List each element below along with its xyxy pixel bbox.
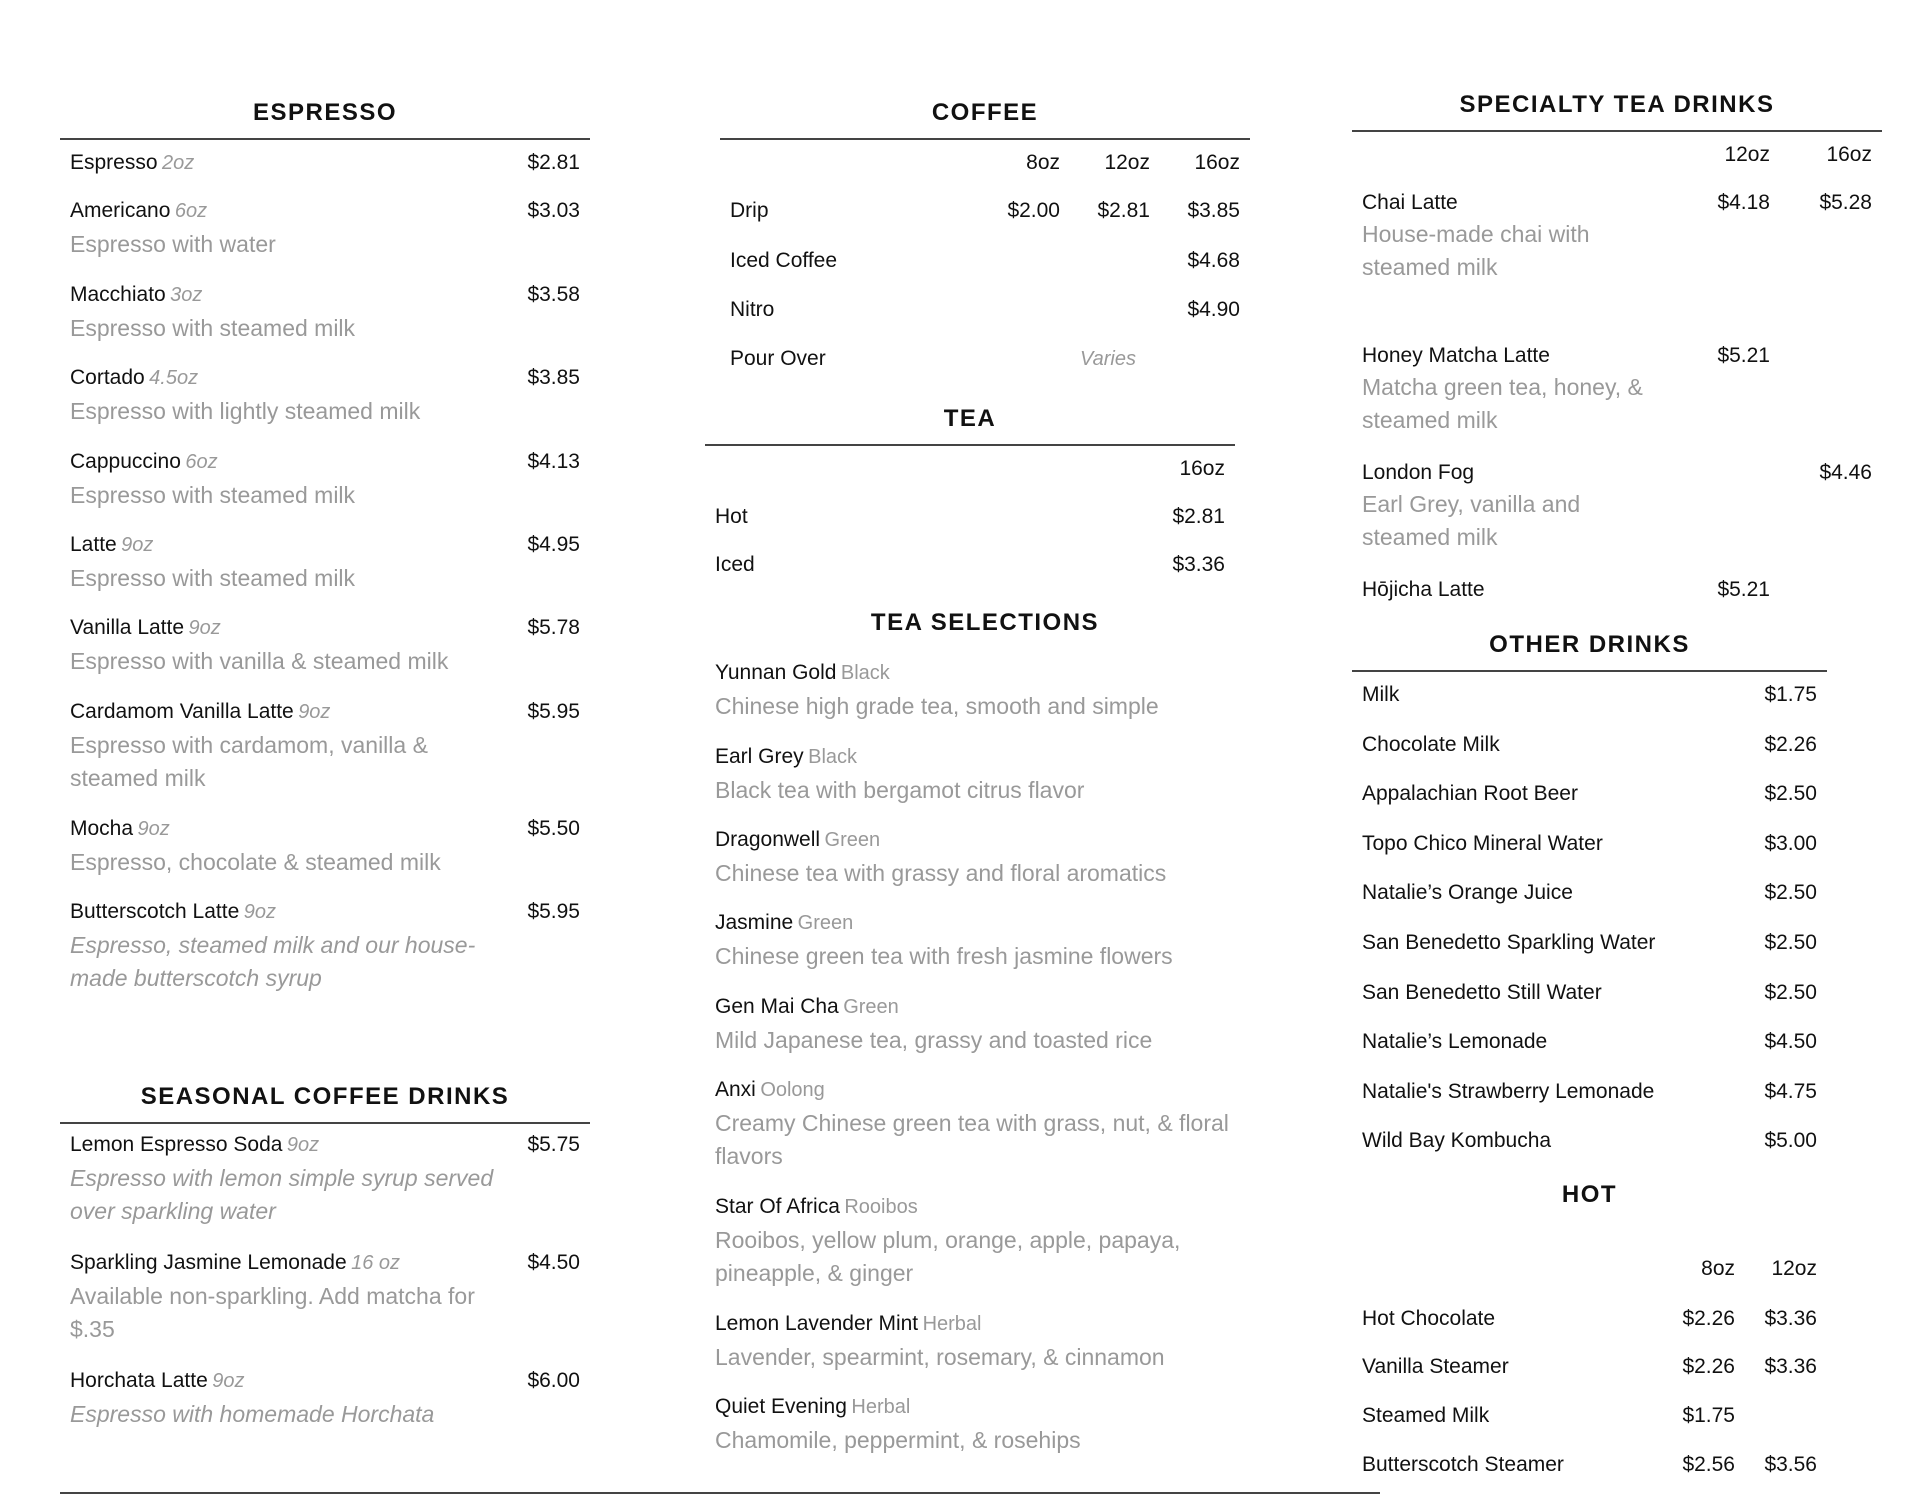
specialty-name: Chai Latte	[1362, 191, 1458, 214]
item-name: Vanilla Latte	[70, 616, 185, 639]
tea-name-line	[715, 992, 1235, 1024]
hot-item-price-8: $2.26	[1682, 1307, 1735, 1330]
hot-item-name: Hot Chocolate	[1362, 1307, 1496, 1330]
menu-item	[70, 1248, 580, 1346]
hot-item-price-12: $3.36	[1764, 1355, 1817, 1378]
tea-name: Star Of Africa	[715, 1195, 840, 1218]
item-size: 6oz	[185, 451, 218, 473]
tea-selections-section	[705, 608, 1265, 1453]
hot-size-header: 12oz	[1771, 1257, 1817, 1280]
specialty-price-12: $5.21	[1717, 344, 1770, 367]
item-description: Available non-sparkling. Add matcha for $.35	[70, 1283, 475, 1342]
item-name-line	[70, 814, 580, 846]
coffee-item-price: $4.90	[1187, 298, 1240, 321]
specialty-item	[1362, 458, 1872, 554]
tea-name: Earl Grey	[715, 745, 804, 768]
tea-selection-item	[715, 1392, 1235, 1457]
coffee-item-price: $2.81	[1097, 199, 1150, 222]
menu-item	[70, 196, 580, 261]
coffee-item-name: Iced Coffee	[730, 249, 838, 272]
tea-name-line	[715, 658, 1235, 690]
menu-item	[70, 1130, 580, 1228]
other-drink-price: $4.50	[1764, 1030, 1817, 1054]
item-size: 16 oz	[351, 1252, 401, 1274]
tea-description: Black tea with bergamot citrus flavor	[715, 777, 1085, 803]
specialty-tea-title: SPECIALTY TEA DRINKS	[1459, 91, 1775, 118]
item-price: $5.78	[527, 616, 580, 639]
specialty-item	[1362, 188, 1872, 284]
item-description: Espresso with lightly steamed milk	[70, 398, 421, 424]
item-price: $2.81	[527, 151, 580, 174]
coffee-item-name: Pour Over	[730, 347, 826, 370]
tea-name: Gen Mai Cha	[715, 995, 839, 1018]
tea-type: Herbal	[851, 1396, 911, 1418]
specialty-description: House-made chai with steamed milk	[1362, 221, 1590, 280]
item-name-line	[70, 530, 580, 562]
tea-selection-item	[715, 742, 1235, 807]
specialty-description: Earl Grey, vanilla and steamed milk	[1362, 491, 1581, 550]
item-name-line	[70, 280, 580, 312]
tea-description: Chinese tea with grassy and floral aromatics	[715, 860, 1167, 886]
other-drink-price: $3.00	[1764, 831, 1817, 855]
item-price: $3.85	[527, 366, 580, 389]
item-description: Espresso with steamed milk	[70, 565, 356, 591]
tea-title: TEA	[943, 405, 997, 432]
item-name-line	[70, 697, 580, 729]
other-drink-name: Chocolate Milk	[1362, 732, 1500, 756]
menu-item	[70, 280, 580, 345]
seasonal-rule	[60, 1122, 590, 1124]
hot-section	[1352, 1180, 1827, 1476]
other-drink-name: San Benedetto Still Water	[1362, 980, 1602, 1004]
menu-item	[70, 447, 580, 512]
coffee-item-price: $2.00	[1007, 199, 1060, 222]
item-name: Espresso	[70, 151, 158, 174]
tea-type: Black	[840, 662, 890, 684]
item-description: Espresso with steamed milk	[70, 482, 356, 508]
specialty-price-12: $5.21	[1717, 578, 1770, 601]
other-drink-price: $5.00	[1764, 1129, 1817, 1153]
tea-size-header: 16oz	[1179, 457, 1225, 480]
hot-item-price-8: $2.56	[1682, 1453, 1735, 1476]
other-drink-name: Topo Chico Mineral Water	[1362, 831, 1603, 855]
other-drink-price: $2.50	[1764, 881, 1817, 905]
tea-description: Rooibos, yellow plum, orange, apple, papaya, pineapple, & ginger	[715, 1227, 1181, 1286]
item-size: 6oz	[174, 200, 208, 222]
hot-item-name: Steamed Milk	[1362, 1404, 1490, 1427]
other-drink-price: $2.50	[1764, 782, 1817, 806]
specialty-description: Matcha green tea, honey, & steamed milk	[1362, 374, 1643, 433]
coffee-size-header: 8oz	[1026, 151, 1060, 174]
hot-item-price-12: $3.36	[1764, 1307, 1817, 1330]
tea-selection-item	[715, 1075, 1235, 1173]
hot-item-name: Vanilla Steamer	[1362, 1355, 1509, 1378]
tea-name: Dragonwell	[715, 828, 821, 851]
espresso-section	[60, 98, 590, 991]
tea-type: Green	[824, 829, 881, 851]
hot-title: HOT	[1561, 1181, 1618, 1208]
specialty-size-header: 16oz	[1826, 143, 1872, 166]
menu-item	[70, 363, 580, 428]
other-drink-price: $1.75	[1764, 683, 1817, 706]
tea-item-name: Hot	[715, 505, 748, 528]
specialty-tea-section	[1352, 90, 1882, 612]
tea-selection-item	[715, 992, 1235, 1057]
menu-item	[70, 530, 580, 595]
coffee-item-note: Varies	[1080, 348, 1136, 370]
tea-selection-item	[715, 1309, 1235, 1374]
item-price: $5.50	[527, 817, 580, 840]
espresso-rule	[60, 138, 590, 140]
item-name: Cardamom Vanilla Latte	[70, 700, 294, 723]
seasonal-title: SEASONAL COFFEE DRINKS	[140, 1083, 510, 1110]
item-price: $3.03	[527, 199, 580, 222]
menu-item	[70, 897, 580, 995]
item-description: Espresso with cardamom, vanilla & steamed milk	[70, 732, 428, 791]
other-drink-name: Natalie’s Orange Juice	[1362, 881, 1573, 905]
specialty-size-header: 12oz	[1724, 143, 1770, 166]
item-name: Butterscotch Latte	[70, 900, 240, 923]
tea-selection-item	[715, 908, 1235, 973]
tea-item-name: Iced	[715, 553, 755, 576]
item-description: Espresso with steamed milk	[70, 315, 356, 341]
espresso-title: ESPRESSO	[252, 99, 398, 126]
item-size: 9oz	[212, 1370, 245, 1392]
tea-name: Anxi	[715, 1078, 756, 1101]
tea-description: Chinese high grade tea, smooth and simple	[715, 693, 1159, 719]
item-size: 9oz	[243, 901, 276, 923]
item-price: $6.00	[527, 1369, 580, 1392]
item-description: Espresso with lemon simple syrup served over sparkling water	[70, 1165, 494, 1224]
tea-type: Oolong	[760, 1079, 825, 1101]
tea-description: Chinese green tea with fresh jasmine flowers	[715, 943, 1173, 969]
tea-name-line	[715, 908, 1235, 940]
coffee-item-name: Drip	[730, 199, 769, 222]
tea-name: Jasmine	[715, 911, 794, 934]
tea-section	[705, 404, 1235, 586]
tea-type: Green	[843, 996, 899, 1018]
coffee-item-price: $3.85	[1187, 199, 1240, 222]
other-drink-price: $4.75	[1764, 1079, 1817, 1103]
item-name: Sparkling Jasmine Lemonade	[70, 1251, 347, 1274]
item-price: $5.75	[527, 1133, 580, 1156]
item-name-line	[70, 447, 580, 479]
tea-name-line	[715, 1075, 1235, 1107]
other-drink-price: $2.50	[1764, 980, 1817, 1004]
other-drink-name: Wild Bay Kombucha	[1362, 1129, 1552, 1153]
other-drinks-title: OTHER DRINKS	[1489, 631, 1690, 658]
tea-description: Lavender, spearmint, rosemary, & cinnamon	[715, 1344, 1165, 1370]
item-description: Espresso, chocolate & steamed milk	[70, 849, 441, 875]
tea-type: Black	[808, 746, 858, 768]
hot-item-name: Butterscotch Steamer	[1362, 1453, 1564, 1476]
hot-item-price-12: $3.56	[1764, 1453, 1817, 1476]
coffee-size-header: 12oz	[1104, 151, 1150, 174]
specialty-name: Hōjicha Latte	[1362, 578, 1485, 601]
tea-type: Green	[797, 912, 854, 934]
tea-description: Mild Japanese tea, grassy and toasted rice	[715, 1027, 1153, 1053]
tea-name-line	[715, 742, 1235, 774]
item-name-line	[70, 613, 580, 645]
hot-item-price-8: $2.26	[1682, 1355, 1735, 1378]
item-size: 9oz	[137, 818, 170, 840]
coffee-item-name: Nitro	[730, 298, 775, 321]
other-drink-name: Natalie's Strawberry Lemonade	[1362, 1079, 1655, 1103]
item-description: Espresso with vanilla & steamed milk	[70, 648, 449, 674]
menu-item	[70, 613, 580, 678]
specialty-name: Honey Matcha Latte	[1362, 344, 1550, 367]
tea-selection-item	[715, 1192, 1235, 1290]
tea-selections-title: TEA SELECTIONS	[870, 609, 1100, 636]
specialty-price-16: $5.28	[1819, 191, 1872, 214]
item-name-line	[70, 1130, 580, 1162]
item-name-line	[70, 148, 580, 180]
item-name-line	[70, 363, 580, 395]
other-drinks-section	[1352, 630, 1827, 1172]
item-price: $5.95	[527, 900, 580, 923]
other-drink-name: Appalachian Root Beer	[1362, 782, 1578, 806]
other-drink-name: San Benedetto Sparkling Water	[1362, 931, 1656, 954]
item-name-line	[70, 897, 580, 929]
tea-type: Rooibos	[844, 1196, 918, 1218]
tea-name-line	[715, 1309, 1235, 1341]
coffee-item-price: $4.68	[1187, 249, 1240, 272]
other-drink-price: $2.26	[1764, 732, 1817, 756]
hot-size-header: 8oz	[1701, 1257, 1735, 1280]
specialty-name: London Fog	[1362, 461, 1475, 484]
specialty-price-16: $4.46	[1819, 461, 1872, 484]
other-drink-name: Milk	[1362, 683, 1400, 706]
tea-name-line	[715, 1192, 1235, 1224]
menu-item	[70, 697, 580, 795]
item-name: Latte	[70, 533, 117, 556]
item-name: Horchata Latte	[70, 1369, 208, 1392]
item-name: Lemon Espresso Soda	[70, 1133, 283, 1156]
item-size: 9oz	[286, 1134, 320, 1156]
tea-name: Yunnan Gold	[715, 661, 837, 684]
tea-name-line	[715, 1392, 1235, 1424]
tea-description: Chamomile, peppermint, & rosehips	[715, 1427, 1081, 1453]
tea-selection-item	[715, 658, 1235, 723]
item-size: 3oz	[170, 284, 203, 306]
item-price: $4.50	[527, 1251, 580, 1274]
specialty-price-12: $4.18	[1717, 191, 1770, 214]
tea-name: Quiet Evening	[715, 1395, 847, 1418]
item-name: Cortado	[70, 366, 145, 389]
menu-item	[70, 814, 580, 879]
other-drink-name: Natalie’s Lemonade	[1362, 1030, 1548, 1054]
other-drink-price: $2.50	[1764, 931, 1817, 954]
tea-description: Creamy Chinese green tea with grass, nut, & floral flavors	[715, 1110, 1229, 1169]
item-size: 9oz	[121, 534, 154, 556]
coffee-section	[720, 98, 1250, 380]
item-price: $3.58	[527, 283, 580, 306]
item-description: Espresso, steamed milk and our house-made butterscotch syrup	[70, 932, 476, 991]
item-price: $4.95	[527, 533, 580, 556]
seasonal-section	[60, 1082, 590, 1427]
item-name-line	[70, 1248, 580, 1280]
item-name-line	[70, 196, 580, 228]
tea-name-line	[715, 825, 1235, 857]
menu-item	[70, 1366, 580, 1431]
item-price: $4.13	[527, 450, 580, 473]
item-size: 2oz	[162, 152, 195, 174]
item-size: 9oz	[298, 701, 331, 723]
coffee-size-header: 16oz	[1194, 151, 1240, 174]
item-name: Macchiato	[70, 283, 166, 306]
hot-item-price-8: $1.75	[1682, 1404, 1735, 1427]
item-name: Americano	[70, 199, 171, 222]
tea-item-price: $2.81	[1172, 505, 1225, 528]
item-description: Espresso with homemade Horchata	[70, 1401, 435, 1427]
item-description: Espresso with water	[70, 231, 276, 257]
item-name-line	[70, 1366, 580, 1398]
item-name: Cappuccino	[70, 450, 181, 473]
tea-name: Lemon Lavender Mint	[715, 1312, 919, 1335]
coffee-title: COFFEE	[931, 99, 1039, 126]
tea-type: Herbal	[922, 1313, 982, 1335]
menu-item	[70, 148, 580, 180]
item-size: 4.5oz	[149, 367, 199, 389]
tea-selection-item	[715, 825, 1235, 890]
specialty-item	[1362, 341, 1872, 437]
item-size: 9oz	[188, 617, 221, 639]
item-price: $5.95	[527, 700, 580, 723]
item-name: Mocha	[70, 817, 134, 840]
specialty-item	[1362, 575, 1872, 605]
tea-item-price: $3.36	[1172, 553, 1225, 576]
